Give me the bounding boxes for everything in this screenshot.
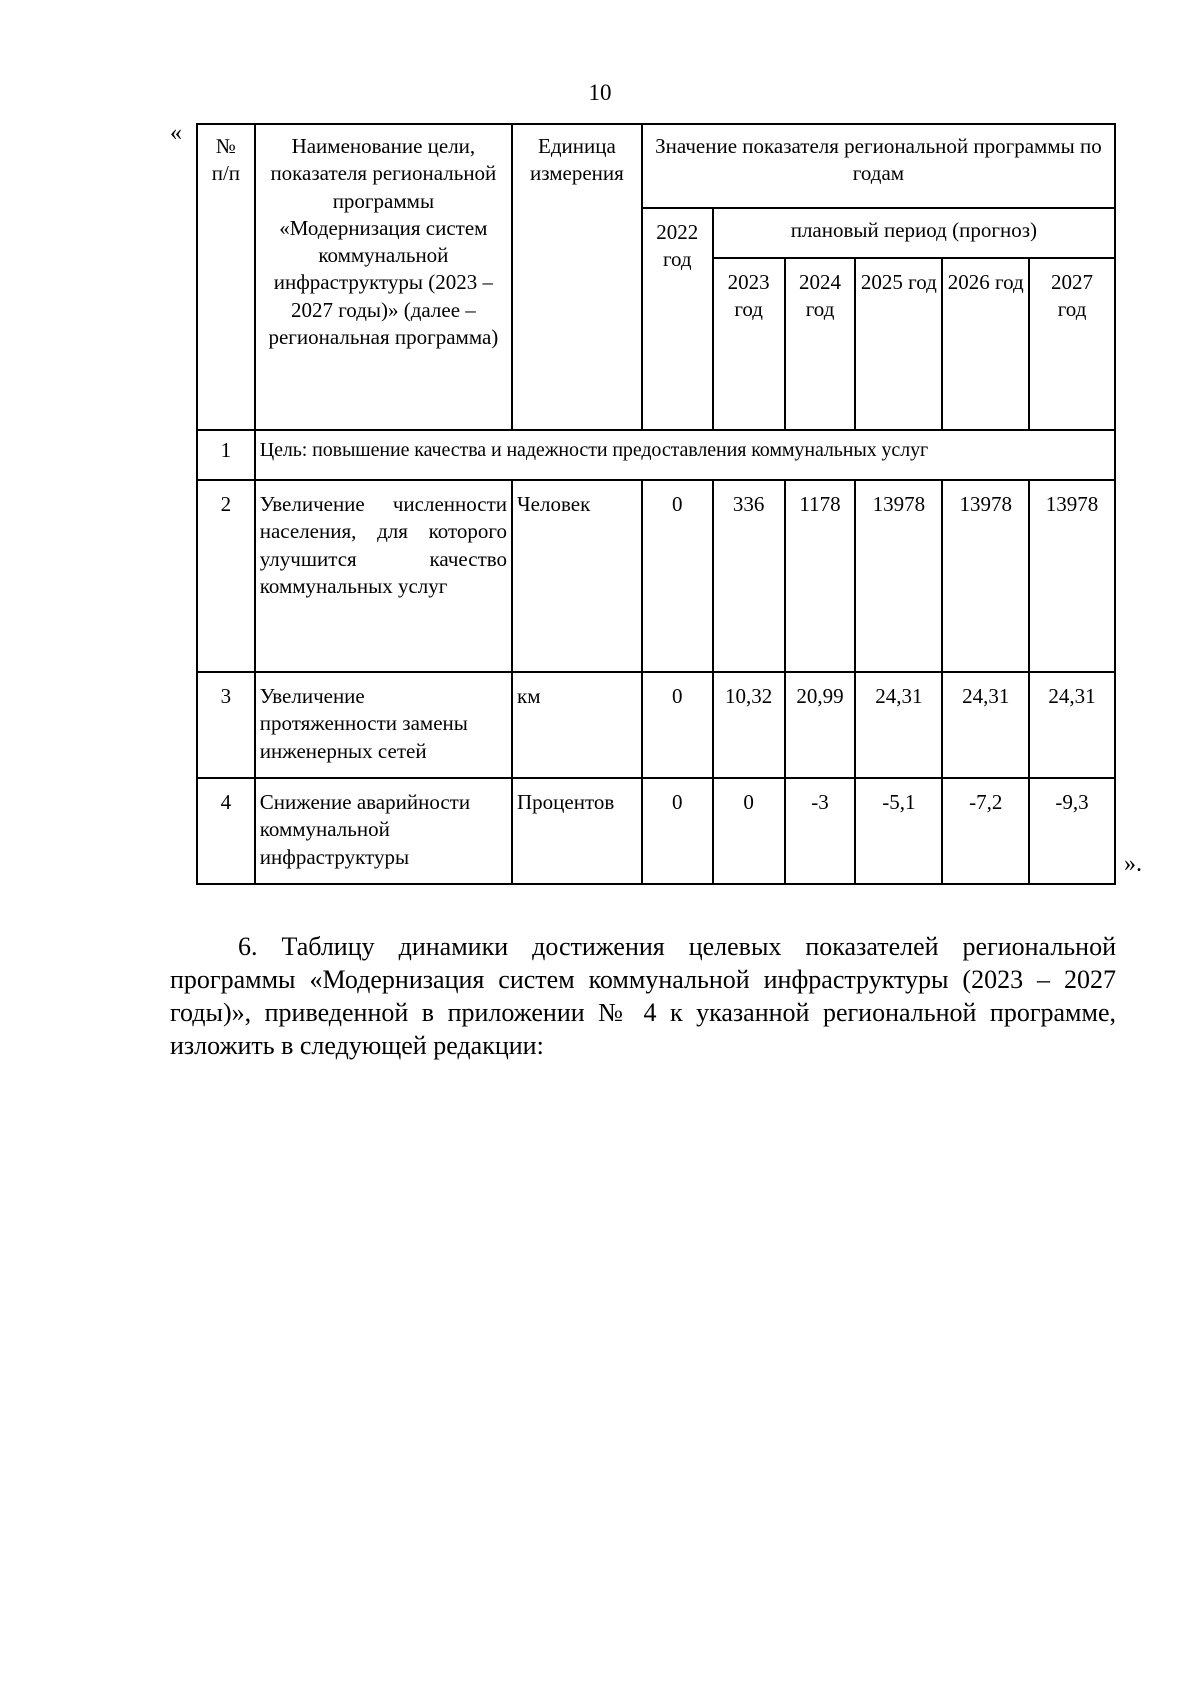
header-planned-period: плановый период (прогноз) (713, 208, 1115, 258)
row-unit: Процентов (512, 778, 642, 884)
header-num-text: № п/п (211, 134, 241, 186)
header-values: Значение показателя региональной программы по годам (642, 124, 1115, 208)
row-value-2023: 10,32 (713, 672, 785, 778)
header-unit: Единица измерения (512, 124, 642, 430)
quote-close: ». (1124, 851, 1142, 877)
row-value-2022: 0 (642, 672, 713, 778)
header-name: Наименование цели, показателя региональной программы «Модернизация систем коммунальной инфраструктуры (2023 – 2027 годы)» (далее – региональная программа) (255, 124, 512, 430)
row-value-2022: 0 (642, 778, 713, 884)
goal-row-num: 1 (197, 430, 255, 480)
row-value-2027: 24,31 (1029, 672, 1115, 778)
header-year-2025: 2025 год (855, 258, 942, 430)
row-value-2023: 0 (713, 778, 785, 884)
row-unit: Человек (512, 480, 642, 672)
indicators-table (196, 123, 1116, 885)
table-row (197, 672, 1115, 778)
amendment-paragraph-text: 6. Таблицу динамики достижения целевых показателей региональной программы «Модернизация систем коммунальной инфраструктуры (2023 – 2027 годы)», приведенной в приложении № 4 к указанной региональной программе, изложить в следующей редакции: (170, 932, 1116, 1060)
row-value-2022: 0 (642, 480, 713, 672)
quote-open: « (170, 120, 182, 146)
header-year-2024: 2024 год (785, 258, 856, 430)
header-year-2027: 2027 год (1029, 258, 1115, 430)
row-value-2025: 24,31 (855, 672, 942, 778)
row-name: Увеличение протяженности замены инженерных сетей (255, 672, 512, 778)
table-row (197, 778, 1115, 884)
row-value-2025: 13978 (855, 480, 942, 672)
header-year-2023: 2023 год (713, 258, 785, 430)
row-name: Снижение аварийности коммунальной инфраструктуры (255, 778, 512, 884)
row-value-2023: 336 (713, 480, 785, 672)
row-value-2027: 13978 (1029, 480, 1115, 672)
row-value-2026: -7,2 (942, 778, 1029, 884)
page-number: 10 (588, 80, 612, 105)
amendment-paragraph (170, 930, 1116, 1062)
row-value-2024: 20,99 (785, 672, 856, 778)
goal-row-text: Цель: повышение качества и надежности предоставления коммунальных услуг (255, 430, 1115, 480)
row-num: 2 (197, 480, 255, 672)
header-num (197, 124, 255, 430)
row-num: 4 (197, 778, 255, 884)
row-value-2026: 24,31 (942, 672, 1029, 778)
row-unit: км (512, 672, 642, 778)
header-base-year: 2022 год (642, 208, 713, 430)
row-value-2024: 1178 (785, 480, 856, 672)
row-value-2025: -5,1 (855, 778, 942, 884)
row-value-2024: -3 (785, 778, 856, 884)
row-value-2026: 13978 (942, 480, 1029, 672)
row-value-2027: -9,3 (1029, 778, 1115, 884)
row-name: Увеличение численности населения, для которого улучшится качество коммунальных услуг (255, 480, 512, 672)
header-year-2026: 2026 год (942, 258, 1029, 430)
row-num: 3 (197, 672, 255, 778)
table-row (197, 480, 1115, 672)
